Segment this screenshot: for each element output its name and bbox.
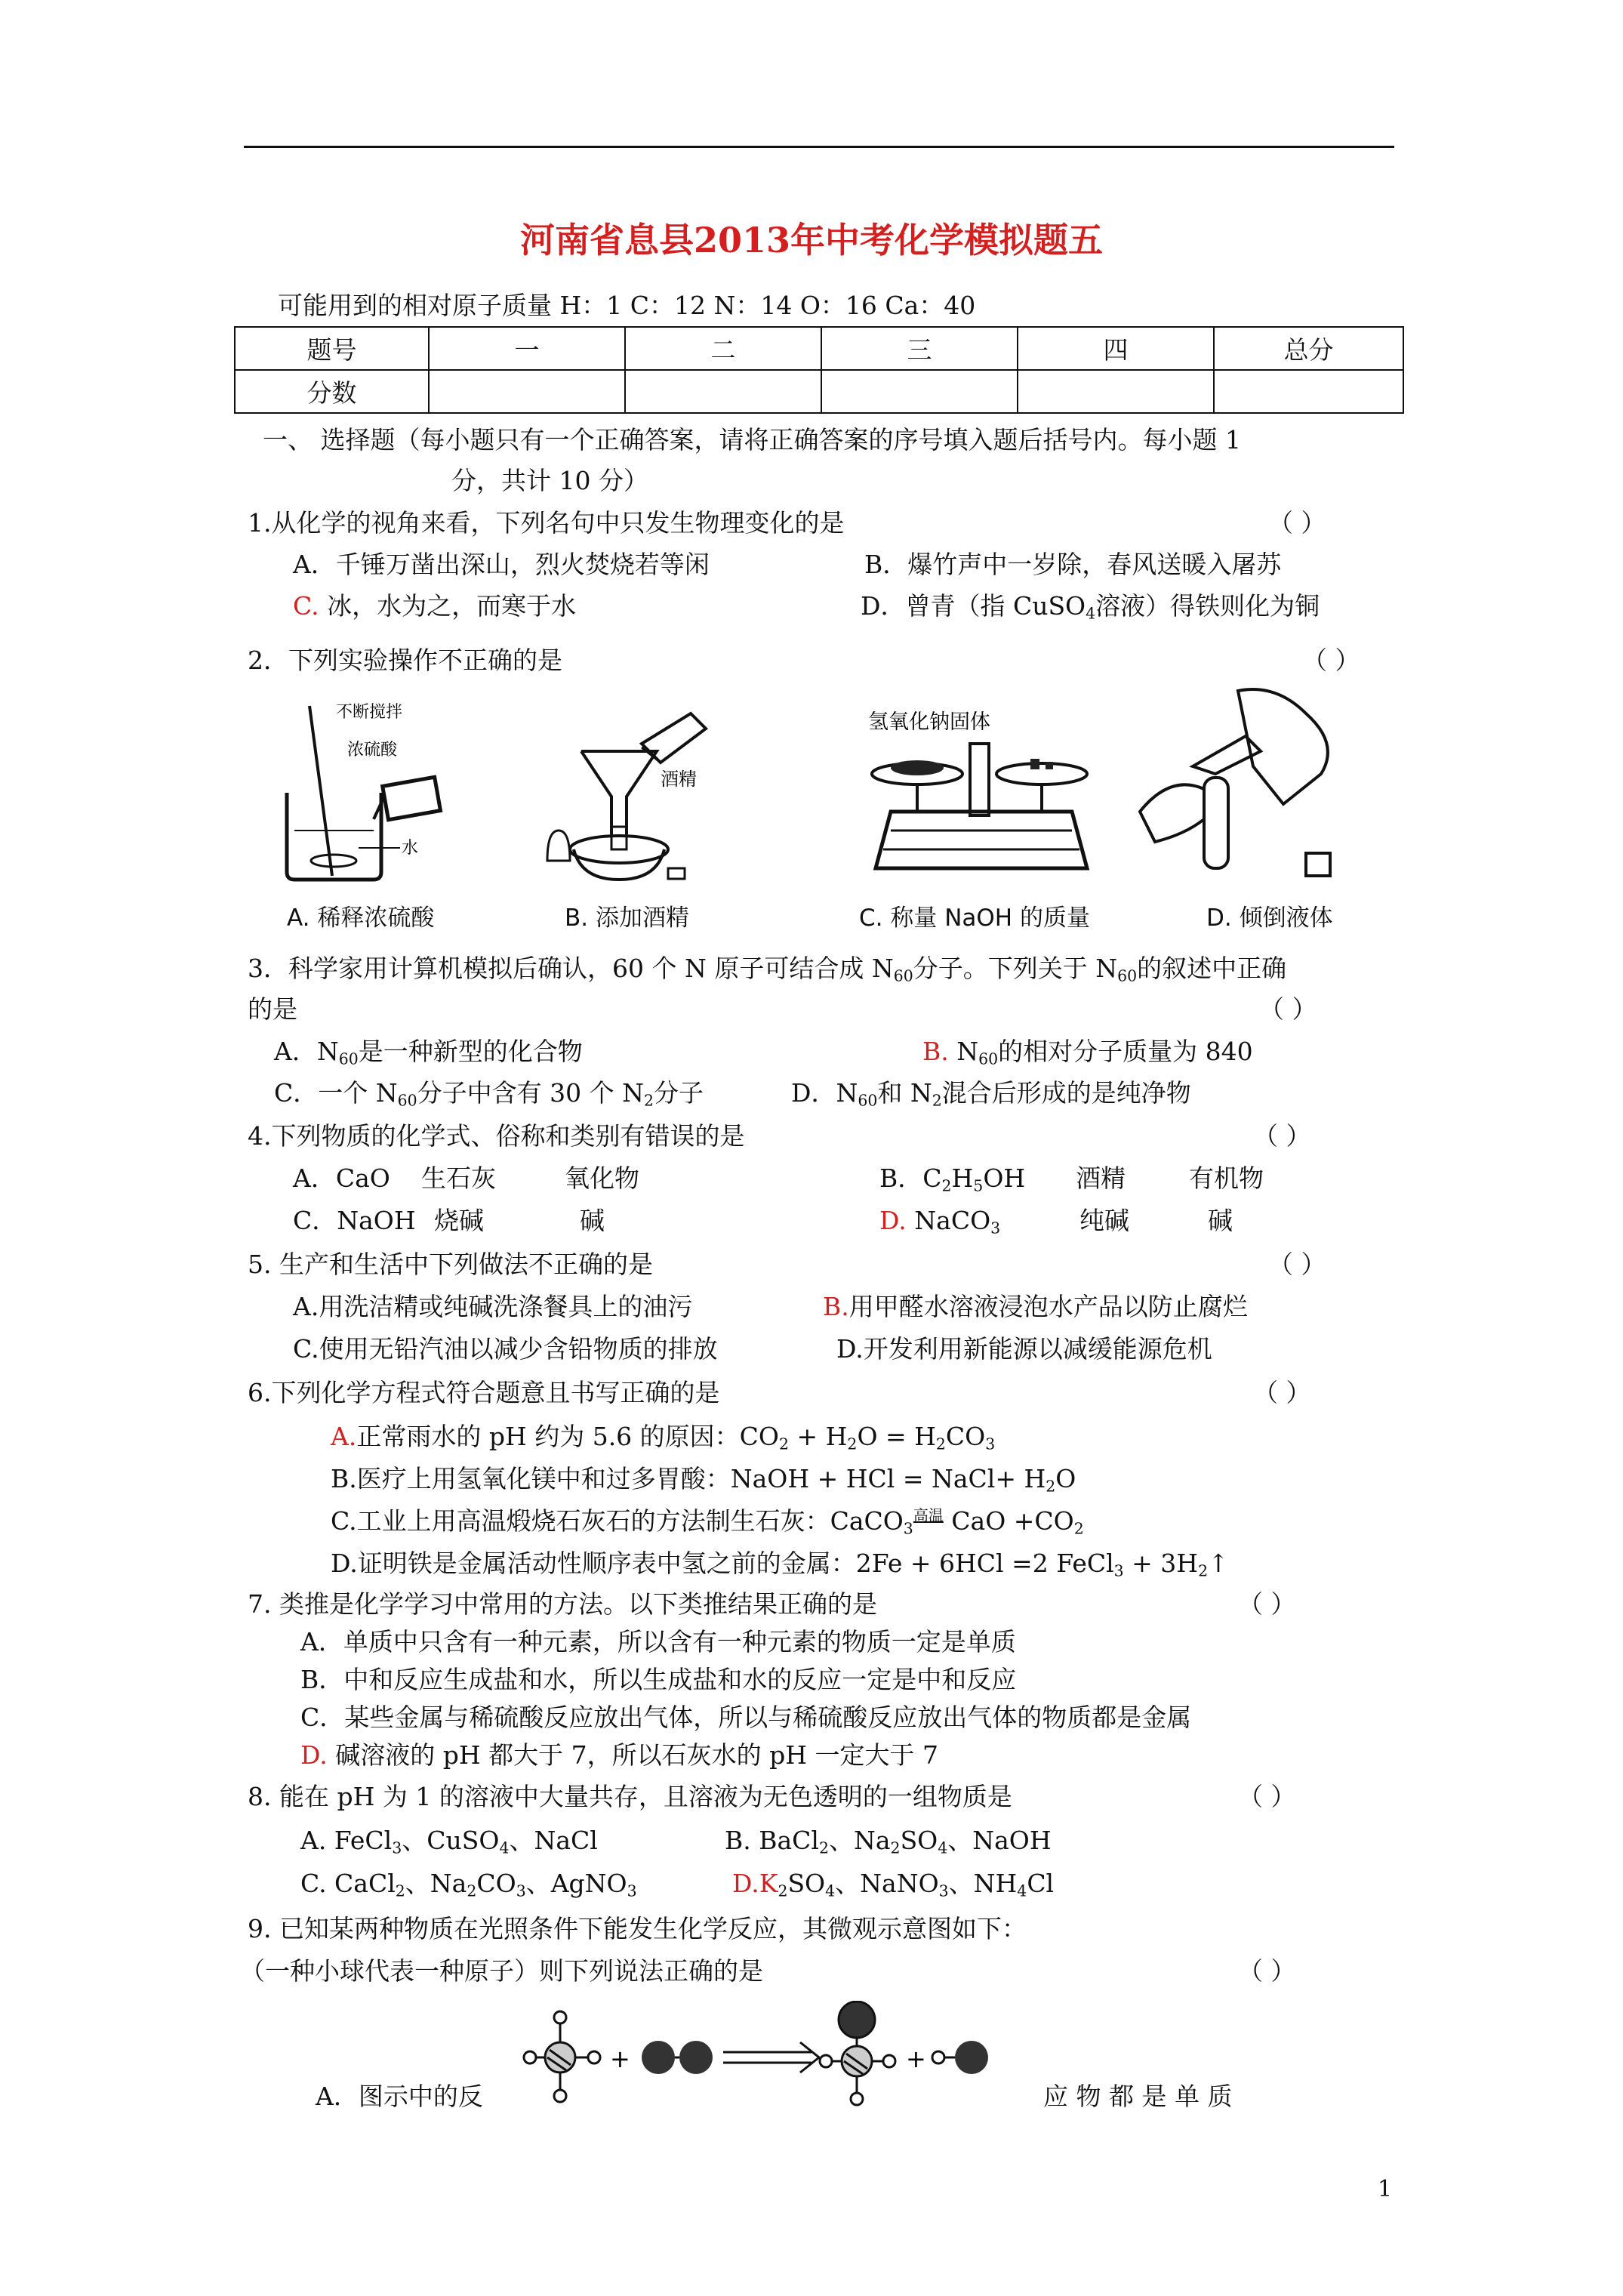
cell-label-score: 分数 [235, 370, 429, 413]
q7-option-d-letter: D. [300, 1740, 328, 1770]
score-input-2[interactable] [625, 370, 821, 413]
q1-answer-blank[interactable]: （ ） [1268, 508, 1326, 538]
q8-option-b: B. BaCl$_2$、$Na_2SO_4$、NaOH [725, 1826, 1052, 1857]
reaction-arrow-icon [723, 2042, 819, 2073]
score-input-4[interactable] [1018, 370, 1214, 413]
q1-option-a: A．千锤万凿出深山，烈火焚烧若等闲 [293, 550, 710, 579]
q3-option-d: D．$N_{60}$和 $N_2$混合后形成的是纯净物 [791, 1078, 1191, 1110]
q8-stem: 8. 能在 pH 为 1 的溶液中大量共存，且溶液为无色透明的一组物质是 [248, 1782, 1012, 1811]
score-table-row-header [235, 327, 1403, 370]
q2-stem: 2．下列实验操作不正确的是 [248, 646, 562, 675]
q6-option-a-letter: A. [331, 1422, 357, 1451]
q6-condition-high-temp: 高温 [913, 1506, 944, 1524]
fig-b-label-alcohol: 酒精 [661, 769, 697, 790]
q4-a-name: 生石灰 [421, 1163, 496, 1193]
q4-b-class: 有机物 [1189, 1163, 1264, 1193]
q6-stem: 6.下列化学方程式符合题意且书写正确的是 [248, 1378, 720, 1407]
score-input-total[interactable] [1214, 370, 1403, 413]
q4-a-class: 氧化物 [565, 1163, 639, 1193]
reactant-molecule-1 [524, 2011, 600, 2102]
product-molecule-2 [932, 2041, 988, 2074]
fig-a-label-water: 水 [402, 839, 419, 858]
q2-answer-blank[interactable]: （ ） [1302, 646, 1360, 675]
q7-answer-blank[interactable]: （ ） [1238, 1589, 1296, 1619]
q1-option-d: D．曾青（指 CuSO$_4$溶液）得铁则化为铜 [861, 591, 1320, 623]
q9-stem: 9. 已知某两种物质在光照条件下能发生化学反应，其微观示意图如下： [248, 1914, 1027, 1943]
q9-stem-cont: （一种小球代表一种原子）则下列说法正确的是 [240, 1956, 763, 1986]
cell-one: 一 [429, 327, 625, 370]
q9-option-a-right: 应 物 都 是 单 质 [1043, 2082, 1233, 2111]
section1-heading-cont: 分，共计 10 分） [451, 466, 648, 495]
q7-option-b: B．中和反应生成盐和水，所以生成盐和水的反应一定是中和反应 [300, 1665, 1017, 1694]
q4-stem: 4.下列物质的化学式、俗称和类别有错误的是 [248, 1121, 745, 1151]
q7-option-c: C．某些金属与稀硫酸反应放出气体，所以与稀硫酸反应放出气体的物质都是金属 [300, 1703, 1192, 1732]
q6-option-d: D.证明铁是金属活动性顺序表中氢之前的金属：2Fe + 6HCl =2 FeCl$_3$ + $3H_2↑$ [331, 1549, 1229, 1580]
q5-stem: 5. 生产和生活中下列做法不正确的是 [248, 1250, 653, 1279]
header-rule [244, 146, 1394, 148]
q3-option-b: B. $N_{60}$的相对分子质量为 840 [922, 1037, 1253, 1068]
q2-caption-a: A. 稀释浓硫酸 [287, 905, 435, 932]
atomic-masses: 可能用到的相对原子质量 H：1 C：12 N：14 O：16 Ca：40 [278, 291, 976, 320]
fig-pour-liquid [1132, 683, 1389, 887]
gas-arrow-icon: ↑ [1208, 1549, 1229, 1578]
q4-b-formula: B．$C_2H_5OH$ [879, 1163, 1026, 1195]
q3-answer-blank[interactable]: （ ） [1259, 994, 1317, 1024]
exam-title: 河南省息县2013年中考化学模拟题五 [519, 220, 1104, 260]
q4-option-d-letter: D. [879, 1206, 907, 1235]
q5-answer-blank[interactable]: （ ） [1268, 1250, 1326, 1279]
score-table-row-score [235, 370, 1403, 413]
q3-option-b-letter: B. [922, 1037, 949, 1066]
fig-reaction-diagram [521, 2001, 1027, 2137]
q5-option-a: A.用洗洁精或纯碱洗涤餐具上的油污 [293, 1292, 693, 1321]
q7-option-a: A．单质中只含有一种元素，所以含有一种元素的物质一定是单质 [300, 1627, 1016, 1657]
q2-caption-b: B. 添加酒精 [565, 905, 689, 932]
q8-answer-blank[interactable]: （ ） [1238, 1782, 1296, 1811]
q7-stem: 7. 类推是化学学习中常用的方法。以下类推结果正确的是 [248, 1589, 877, 1619]
cell-label-number: 题号 [235, 327, 429, 370]
q4-c-class: 碱 [580, 1206, 605, 1235]
q6-option-b: B.医疗上用氢氧化镁中和过多胃酸：NaOH + HCl = NaCl+ $H_2O$ [331, 1464, 1076, 1496]
q8-option-d: $D.K_2SO_4$、NaNO$_3$、$NH_4Cl$ [732, 1869, 1055, 1900]
fig-add-alcohol [528, 698, 732, 887]
fig-a-label-acid: 浓硫酸 [347, 741, 398, 760]
cell-three: 三 [821, 327, 1018, 370]
score-input-1[interactable] [429, 370, 625, 413]
q4-a-formula: A．CaO [293, 1163, 390, 1193]
q4-answer-blank[interactable]: （ ） [1253, 1121, 1311, 1151]
q6-answer-blank[interactable]: （ ） [1253, 1378, 1311, 1407]
q3-stem: 3．科学家用计算机模拟后确认，60 个 N 原子可结合成 $N_{60}$分子。下列关于 $N_{60}$的叙述中正确 [248, 954, 1287, 985]
product-molecule-1 [820, 2002, 895, 2105]
q1-option-c: C. 冰，水为之，而寒于水 [293, 591, 577, 621]
q4-d-class: 碱 [1208, 1206, 1233, 1235]
q3-option-a: A．$N_{60}$是一种新型的化合物 [274, 1037, 583, 1068]
q2-caption-d: D. 倾倒液体 [1206, 905, 1333, 932]
fig-dilute-acid [272, 698, 483, 887]
q5-option-b-letter: B. [823, 1292, 849, 1321]
q9-answer-blank[interactable]: （ ） [1238, 1956, 1296, 1986]
q8-option-c: C. CaCl$_2$、$Na_2CO_3$、AgNO$_3$ [300, 1869, 637, 1900]
score-input-3[interactable] [821, 370, 1018, 413]
plus-icon-2: + [906, 2045, 926, 2073]
score-table [234, 326, 1404, 414]
q5-option-d: D.开发利用新能源以减缓能源危机 [836, 1334, 1212, 1364]
q4-d-name: 纯碱 [1079, 1206, 1129, 1235]
q4-d-formula: D. NaCO$_3$ [879, 1206, 1001, 1237]
q6-option-c: C.工业上用高温煅烧石灰石的方法制生石灰：CaCO$_3$高温 CaO $+CO_2$ [331, 1502, 1084, 1543]
q8-option-a: A. FeCl$_3$、CuSO$_4$、NaCl [300, 1826, 598, 1857]
page-number: 1 [1378, 2176, 1393, 2202]
q4-c-formula: C．NaOH [293, 1206, 416, 1235]
fig-c-label-naoh: 氢氧化钠固体 [868, 710, 990, 734]
cell-two: 二 [625, 327, 821, 370]
q2-caption-c: C. 称量 NaOH 的质量 [859, 905, 1090, 932]
cell-total: 总分 [1214, 327, 1403, 370]
q4-c-name: 烧碱 [434, 1206, 484, 1235]
q1-option-b: B．爆竹声中一岁除，春风送暖入屠苏 [864, 550, 1282, 579]
q5-option-c: C.使用无铅汽油以减少含铅物质的排放 [293, 1334, 718, 1364]
q7-option-d: D. 碱溶液的 pH 都大于 7，所以石灰水的 pH 一定大于 7 [300, 1740, 939, 1770]
q4-b-name: 酒精 [1076, 1163, 1126, 1193]
q5-option-b: B.用甲醛水溶液浸泡水产品以防止腐烂 [823, 1292, 1248, 1321]
q9-option-a-left: A．图示中的反 [316, 2082, 483, 2111]
q3-option-c: C．一个 $N_{60}$分子中含有 30 个 $N_2$分子 [274, 1078, 704, 1110]
q1-option-c-letter: C. [293, 591, 319, 621]
q3-stem-cont: 的是 [248, 994, 297, 1024]
plus-icon-1: + [610, 2045, 630, 2073]
section1-heading: 一、 选择题（每小题只有一个正确答案，请将正确答案的序号填入题后括号内。每小题 1 [263, 425, 1241, 455]
q6-option-a: A.正常雨水的 pH 约为 5.6 的原因：$CO_2 + H_2O = H_2CO_3$ [331, 1422, 996, 1453]
fig-weigh-naoh [861, 698, 1102, 887]
fig-a-label-stir: 不断搅拌 [336, 703, 403, 722]
cell-four: 四 [1018, 327, 1214, 370]
reactant-molecule-2 [642, 2041, 713, 2074]
q1-stem: 1.从化学的视角来看，下列名句中只发生物理变化的是 [248, 508, 845, 538]
q8-option-d-letter: D.K [732, 1869, 778, 1898]
